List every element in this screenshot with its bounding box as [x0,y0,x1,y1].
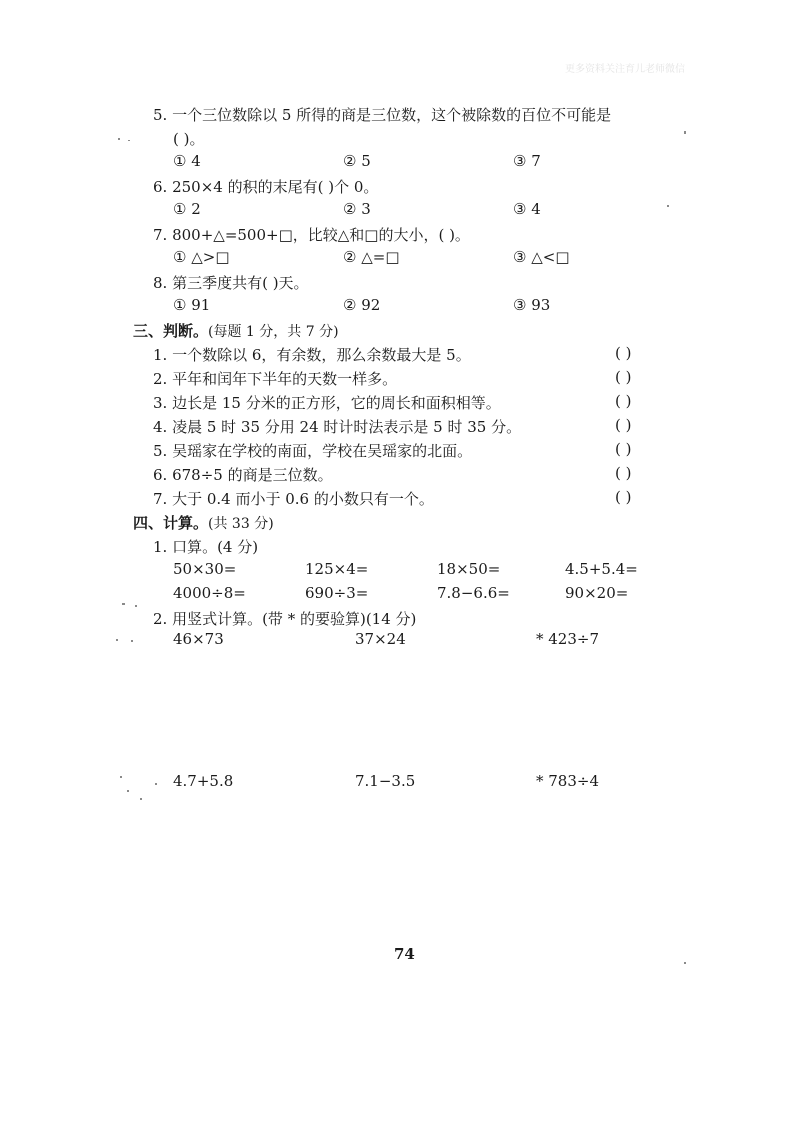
oral-row2-item3: 7.8−6.6= [437,584,510,602]
section-judge-heading [133,320,339,341]
page-number: 74 [394,945,415,963]
scan-speck [140,798,142,800]
question-7-option-2: ② △=□ [343,248,400,266]
vertical-row2-item1: 4.7+5.8 [173,772,234,790]
question-7: 7. 800+△=500+□，比较△和□的大小，( )。 [153,226,470,244]
scan-speck [128,140,130,141]
judge-item-7: 7. 大于 0.4 而小于 0.6 的小数只有一个。 [153,490,434,508]
question-5-option-1: ① 4 [173,152,201,170]
judge-answer-1[interactable]: ( ) [615,344,632,362]
oral-row1-item2: 125×4= [305,560,369,578]
judge-item-1: 1. 一个数除以 6，有余数，那么余数最大是 5。 [153,346,471,364]
section-calc-note: (共 33 分) [208,516,274,532]
oral-row1-item3: 18×50= [437,560,501,578]
scan-speck [122,603,125,605]
vertical-row2-item2: 7.1−3.5 [355,772,416,790]
question-5-option-3: ③ 7 [513,152,541,170]
judge-answer-5[interactable]: ( ) [615,440,632,458]
question-5-line1: 5. 一个三位数除以 5 所得的商是三位数，这个被除数的百位不可能是 [153,106,612,124]
oral-row2-item2: 690÷3= [305,584,369,602]
watermark-text: 更多资料关注育儿老师微信 [565,64,685,75]
question-6: 6. 250×4 的积的末尾有( )个 0。 [153,178,379,196]
scan-speck [120,776,122,778]
question-7-option-1: ① △>□ [173,248,230,266]
section-calc-title: 四、计算。 [133,514,209,532]
judge-answer-7[interactable]: ( ) [615,488,632,506]
question-5-line2: ( )。 [173,130,205,148]
judge-answer-6[interactable]: ( ) [615,464,632,482]
question-6-option-1: ① 2 [173,200,201,218]
judge-answer-4[interactable]: ( ) [615,416,632,434]
question-5-option-2: ② 5 [343,152,371,170]
question-6-option-2: ② 3 [343,200,371,218]
vertical-calc-title: 2. 用竖式计算。(带 * 的要验算)(14 分) [153,610,417,628]
scan-speck [135,605,137,607]
scan-speck [131,640,133,642]
question-6-option-3: ③ 4 [513,200,541,218]
scan-speck [118,138,120,140]
judge-answer-3[interactable]: ( ) [615,392,632,410]
oral-row1-item1: 50×30= [173,560,237,578]
judge-item-4: 4. 凌晨 5 时 35 分用 24 时计时法表示是 5 时 35 分。 [153,418,522,436]
judge-item-6: 6. 678÷5 的商是三位数。 [153,466,333,484]
vertical-row2-item3: * 783÷4 [536,772,600,790]
question-8-option-2: ② 92 [343,296,381,314]
question-8-option-1: ① 91 [173,296,211,314]
scan-speck [667,205,669,207]
scan-speck [684,131,686,134]
question-8: 8. 第三季度共有( )天。 [153,274,309,292]
question-7-option-3: ③ △<□ [513,248,570,266]
vertical-row1-item1: 46×73 [173,630,224,648]
section-calc-heading [133,512,274,533]
judge-item-2: 2. 平年和闰年下半年的天数一样多。 [153,370,398,388]
oral-row2-item4: 90×20= [565,584,629,602]
judge-answer-2[interactable]: ( ) [615,368,632,386]
scan-speck [155,783,157,785]
section-judge-title: 三、判断。 [133,322,209,340]
judge-item-5: 5. 吴瑶家在学校的南面，学校在吴瑶家的北面。 [153,442,473,460]
question-8-option-3: ③ 93 [513,296,551,314]
vertical-row1-item3: * 423÷7 [536,630,600,648]
scan-speck [127,790,129,792]
oral-row2-item1: 4000÷8= [173,584,246,602]
oral-calc-title: 1. 口算。(4 分) [153,538,259,556]
oral-row1-item4: 4.5+5.4= [565,560,638,578]
judge-item-3: 3. 边长是 15 分米的正方形，它的周长和面积相等。 [153,394,501,412]
section-judge-note: (每题 1 分，共 7 分) [208,324,339,340]
scan-speck [684,962,686,964]
scan-speck [116,639,118,641]
vertical-row1-item2: 37×24 [355,630,406,648]
